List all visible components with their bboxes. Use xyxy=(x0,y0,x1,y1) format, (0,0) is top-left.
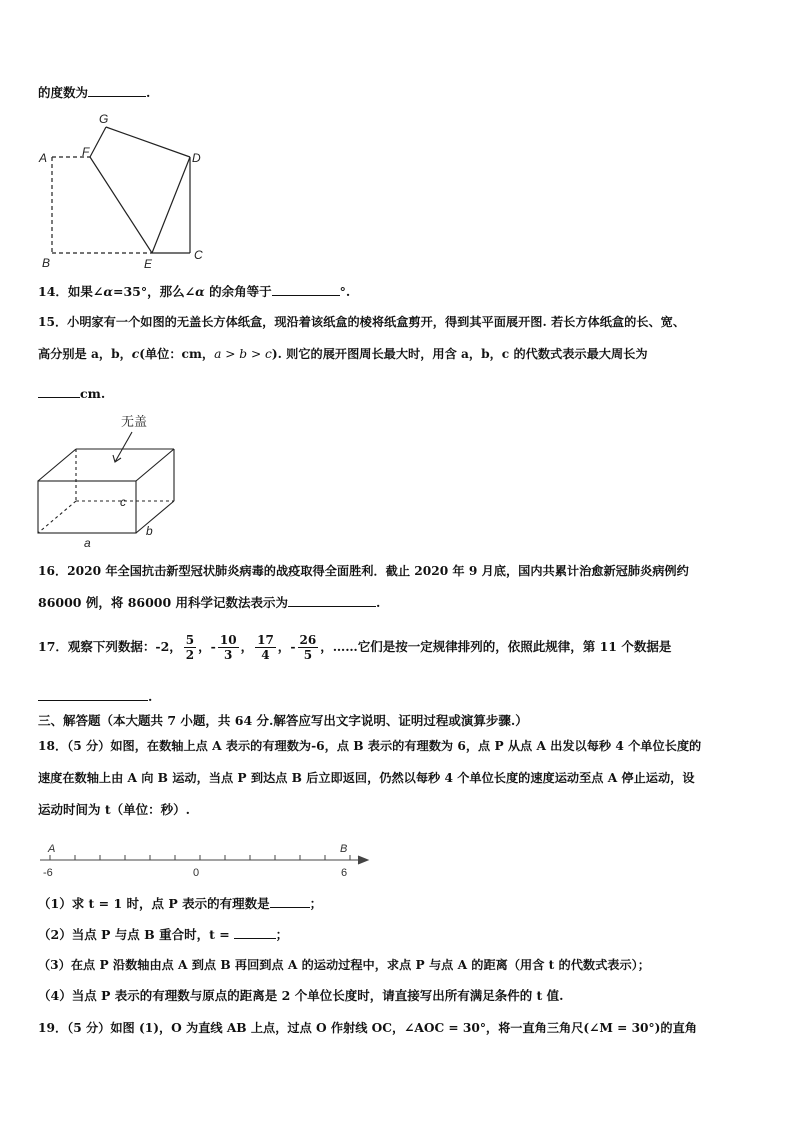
label-d: D xyxy=(192,151,201,165)
question-17: 17． 观察下列数据：-2， $\frac{5}{2}$ ， - $\frac{10}{3}$ ， $\frac{17}{4}$ ， - $\frac{26}{5}$ ，……它们是按一定规律排列的，依照此规律，第 11 个数据是 xyxy=(38,632,672,662)
question-18-sub3: （3）在点 P 沿数轴由点 A 到点 B 再回到点 A 的运动过程中，求点 P 与点 A 的距离（用含 t 的代数式表示）； xyxy=(38,958,650,972)
question-18-sub2: （2）当点 P 与点 B 重合时，t = ； xyxy=(38,927,289,942)
box-top-left xyxy=(38,449,76,481)
question-18-line2: 速度在数轴上由 A 向 B 运动，当点 P 到达点 B 后立即返回，仍然以每秒 4 个单位长度的速度运动至点 A 停止运动，设 xyxy=(38,771,695,785)
box-top-right xyxy=(136,449,174,481)
question-18-sub1: （1）求 t = 1 时，点 P 表示的有理数是 ； xyxy=(38,896,323,911)
q13-tail: 的度数为 . xyxy=(38,85,151,100)
question-16-line2: 86000 例，将 86000 用科学记数法表示为 . xyxy=(38,595,381,610)
label-b: B xyxy=(340,843,348,855)
fraction-2: $\frac{10}{3}$ xyxy=(219,632,237,662)
number-line xyxy=(36,838,376,880)
answer-blank xyxy=(288,594,376,607)
question-15-line2: 高分别是 a，b，c(单位：cm，a > b > c). 则它的展开图周长最大时，用含 a，b，c 的代数式表示最大周长为 xyxy=(38,347,648,361)
tick-label-neg6: -6 xyxy=(43,867,53,879)
fraction-1: $\frac{5}{2}$ xyxy=(185,632,195,662)
question-18-sub4: （4）当点 P 表示的有理数与原点的距离是 2 个单位长度时，请直接写出所有满足条件的 t 值. xyxy=(38,988,564,1003)
label-a: A xyxy=(39,151,48,165)
axis-arrow xyxy=(358,856,368,864)
fraction-3: $\frac{17}{4}$ xyxy=(257,632,274,662)
tick-label-0: 0 xyxy=(193,867,200,879)
answer-blank xyxy=(270,895,310,908)
seg-gd xyxy=(106,127,190,157)
question-16-line1: 16．2020 年全国抗击新型冠状肺炎病毒的战疫取得全面胜利．截止 2020 年 9 月底，国内共累计治愈新冠肺炎病例约 xyxy=(38,564,689,578)
arrow-line xyxy=(115,432,132,462)
label-g: G xyxy=(99,112,109,126)
label-a: A xyxy=(48,843,56,855)
label-e: E xyxy=(144,257,153,270)
tick-label-6: 6 xyxy=(341,867,348,879)
fraction-4: $\frac{26}{5}$ xyxy=(299,632,317,662)
question-14: 14．如果∠α=35°，那么∠α 的余角等于 °. xyxy=(38,284,351,299)
figure-rectangle-fold xyxy=(36,108,216,270)
box-hidden-diag xyxy=(38,501,76,533)
box-bottom-right xyxy=(136,501,174,533)
label-no-lid: 无盖 xyxy=(121,414,148,429)
answer-blank xyxy=(272,283,340,296)
question-15-line1: 15．小明家有一个如图的无盖长方体纸盒，现沿着该纸盒的棱将纸盒剪开，得到其平面展开图. 若长方体纸盒的长、宽、 xyxy=(38,315,686,329)
figure-open-box xyxy=(34,410,184,550)
question-15-line3: cm. xyxy=(38,385,105,402)
label-c: c xyxy=(120,495,126,509)
label-c: C xyxy=(194,248,203,262)
answer-blank xyxy=(88,84,146,97)
question-17-answer-line: . xyxy=(38,688,152,705)
question-18-line1: 18．（5 分）如图，在数轴上点 A 表示的有理数为-6，点 B 表示的有理数为 6，点 P 从点 A 出发以每秒 4 个单位长度的 xyxy=(38,739,702,753)
seg-gf xyxy=(90,127,106,157)
seg-fe xyxy=(90,157,152,253)
answer-blank xyxy=(38,688,148,701)
label-b: b xyxy=(146,524,153,538)
label-b: B xyxy=(42,256,51,270)
label-a: a xyxy=(84,536,91,550)
section-3-heading: 三、解答题（本大题共 7 小题，共 64 分.解答应写出文字说明、证明过程或演算步骤.） xyxy=(38,713,528,728)
label-f: F xyxy=(82,145,90,159)
answer-blank xyxy=(38,385,80,398)
question-18-line3: 运动时间为 t（单位：秒）. xyxy=(38,802,190,817)
answer-blank xyxy=(234,926,276,939)
seg-de xyxy=(152,157,190,253)
question-19-line1: 19．（5 分）如图 (1)，O 为直线 AB 上点，过点 O 作射线 OC，∠AOC = 30°，将一直角三角尺(∠M = 30°)的直角 xyxy=(38,1021,697,1035)
